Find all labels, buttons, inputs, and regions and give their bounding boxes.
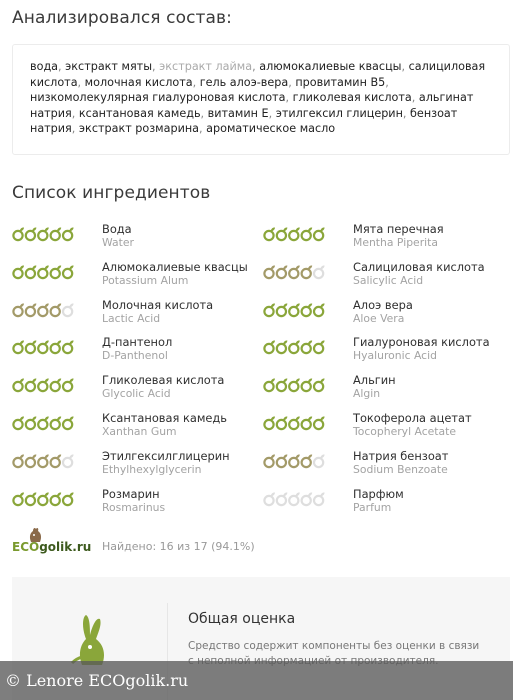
- composition-item: витамин E: [207, 106, 269, 120]
- ingredient-latin-name: Xanthan Gum: [102, 425, 177, 438]
- ingredient-row[interactable]: [0, 487, 513, 517]
- ingredient-latin-name: Aloe Vera: [353, 312, 405, 325]
- leaf-rating-icon: [263, 264, 329, 280]
- leaf-rating-icon: [263, 226, 329, 242]
- composition-item: гликолевая кислота: [292, 91, 412, 105]
- composition-box: [12, 44, 510, 155]
- composition-item: низкомолекулярная гиалуроновая кислота: [30, 91, 286, 105]
- ingredient-name[interactable]: Молочная кислота: [102, 298, 214, 312]
- composition-item: ксантановая камедь: [78, 106, 201, 120]
- ingredient-latin-name: Algin: [353, 387, 381, 400]
- composition-item: бензоат натрия: [30, 106, 458, 136]
- ingredient-row[interactable]: [0, 373, 513, 403]
- ingredient-name[interactable]: Гликолевая кислота: [102, 373, 225, 387]
- composition-item: альгинат натрия: [30, 91, 474, 120]
- composition-title: Анализировался состав:: [12, 8, 232, 28]
- ingredient-latin-name: Hyaluronic Acid: [353, 349, 437, 362]
- ingredient-latin-name: Potassium Alum: [102, 274, 189, 287]
- composition-item: вода: [30, 60, 59, 73]
- ingredient-latin-name: Sodium Benzoate: [353, 463, 448, 476]
- ingredient-latin-name: Water: [102, 236, 134, 249]
- ingredient-name[interactable]: Салициловая кислота: [353, 260, 485, 274]
- found-count: Найдено: 16 из 17 (94.1%): [102, 540, 255, 553]
- ingredient-name[interactable]: Розмарин: [102, 487, 160, 501]
- ingredient-name[interactable]: Гиалуроновая кислота: [353, 335, 490, 349]
- ingredient-name[interactable]: Алюмокалиевые квасцы: [102, 260, 248, 274]
- ecogolik-logo[interactable]: [12, 527, 92, 557]
- ingredient-latin-name: Salicylic Acid: [353, 274, 424, 287]
- ingredient-row[interactable]: [0, 449, 513, 479]
- composition-item: молочная кислота: [84, 75, 193, 89]
- composition-item: экстракт мяты: [65, 60, 153, 73]
- leaf-rating-icon: [263, 415, 329, 431]
- brand-text: ECOgolik.ru: [12, 540, 92, 554]
- ingredient-row[interactable]: [0, 411, 513, 441]
- ingredient-name[interactable]: Алоэ вера: [353, 298, 413, 312]
- ingredient-name[interactable]: Токоферола ацетат: [353, 411, 472, 425]
- ingredient-latin-name: Ethylhexylglycerin: [102, 463, 202, 476]
- ingredient-latin-name: D-Panthenol: [102, 349, 168, 362]
- composition-item: экстракт розмарина: [78, 122, 200, 136]
- composition-item: провитамин B5: [295, 75, 386, 89]
- leaf-rating-icon: [263, 377, 329, 393]
- composition-item: салициловая кислота: [30, 60, 486, 89]
- ingredients-title: Список ингредиентов: [12, 183, 211, 203]
- ingredient-name[interactable]: Вода: [102, 222, 132, 236]
- composition-item: алюмокалиевые квасцы: [259, 60, 402, 73]
- leaf-rating-icon: [263, 491, 329, 507]
- ingredient-name[interactable]: Д-пантенол: [102, 335, 173, 349]
- ingredient-latin-name: Rosmarinus: [102, 501, 166, 514]
- ingredient-name[interactable]: Мята перечная: [353, 222, 444, 236]
- ingredient-name[interactable]: Альгин: [353, 373, 396, 387]
- composition-item: этилгексил глицерин: [275, 106, 403, 120]
- ingredient-latin-name: Tocopheryl Acetate: [353, 425, 457, 438]
- composition-item: ароматическое масло: [206, 122, 336, 136]
- ingredient-latin-name: Lactic Acid: [102, 312, 161, 325]
- ingredient-row[interactable]: [0, 260, 513, 290]
- composition-item: экстракт лайма: [159, 60, 253, 73]
- ingredient-row[interactable]: [0, 222, 513, 252]
- leaf-rating-icon: [263, 302, 329, 318]
- rating-title: Общая оценка: [188, 611, 296, 627]
- ingredient-row[interactable]: [0, 335, 513, 365]
- ingredient-name[interactable]: Парфюм: [353, 487, 404, 501]
- leaf-rating-icon: [263, 339, 329, 355]
- composition-text: вода, экстракт мяты, экстракт лайма, алюмокалиевые квасцы, салициловая кислота, молочная кислота, гель алоэ-вера, провитамин B5, низкомолекулярная гиалуроновая кислота, гликолевая кислота, альгинат натрия, ксантановая камедь, витамин E, этилгексил глицерин, бензоат натрия, экстракт розмарина, ароматическое масло: [30, 60, 486, 136]
- ingredient-latin-name: Mentha Piperita: [353, 236, 438, 249]
- ingredient-name[interactable]: Ксантановая камедь: [102, 411, 228, 425]
- leaf-rating-icon: [263, 453, 329, 469]
- ingredient-name[interactable]: Натрия бензоат: [353, 449, 449, 463]
- composition-item: гель алоэ-вера: [199, 75, 289, 89]
- ingredient-latin-name: Parfum: [353, 501, 392, 514]
- ingredient-name[interactable]: Этилгексилглицерин: [102, 449, 230, 463]
- watermark: © Lenore ECOgolik.ru: [0, 661, 513, 700]
- ingredient-latin-name: Glycolic Acid: [102, 387, 171, 400]
- ingredient-row[interactable]: [0, 298, 513, 328]
- rating-description: Средство содержит компоненты без оценки в связи: [188, 640, 480, 652]
